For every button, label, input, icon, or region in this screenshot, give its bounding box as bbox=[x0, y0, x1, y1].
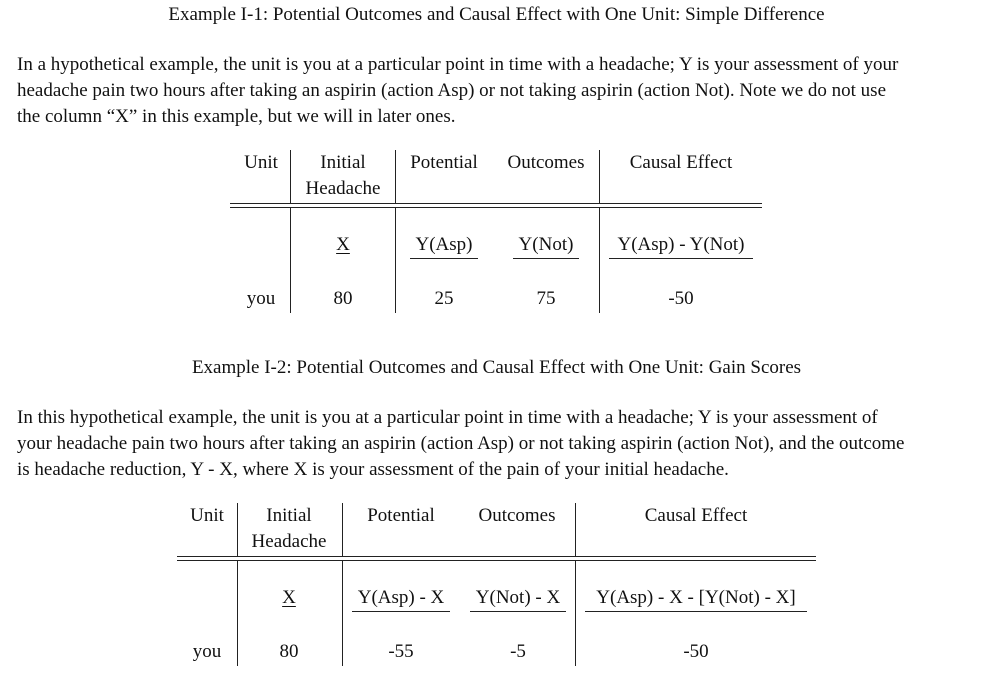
header-headache: Headache bbox=[251, 531, 327, 552]
header-outcomes: Outcomes bbox=[478, 505, 556, 526]
header-outcomes: Outcomes bbox=[507, 152, 585, 173]
column-rule bbox=[395, 150, 396, 204]
row-x: 80 bbox=[333, 288, 353, 309]
header-initial: Initial bbox=[266, 505, 312, 526]
row-causal-effect: -50 bbox=[668, 288, 694, 309]
header-unit: Unit bbox=[190, 505, 224, 526]
row-x: 80 bbox=[279, 641, 299, 662]
column-rule bbox=[575, 503, 576, 557]
header-unit: Unit bbox=[244, 152, 278, 173]
subheader-causal-effect: Y(Asp) - X - [Y(Not) - X] bbox=[585, 587, 807, 612]
example2-paragraph-line: is headache reduction, Y - X, where X is your assessment of the pain of your initial headache. bbox=[17, 459, 729, 480]
column-rule bbox=[342, 503, 343, 557]
subheader-y-not: Y(Not) bbox=[513, 234, 579, 259]
row-y-not: 75 bbox=[536, 288, 556, 309]
header-rule-bottom bbox=[177, 560, 816, 561]
example2-paragraph-line: your headache pain two hours after taking an aspirin (action Asp) or not taking aspirin (action Not), and the outcome bbox=[17, 433, 905, 454]
example2-title: Example I-2: Potential Outcomes and Causal Effect with One Unit: Gain Scores bbox=[191, 357, 802, 378]
example2-paragraph-line: In this hypothetical example, the unit is you at a particular point in time with a headache; Y is your assessment of bbox=[17, 407, 878, 428]
header-potential: Potential bbox=[367, 505, 435, 526]
row-y-asp: 25 bbox=[434, 288, 454, 309]
example1-paragraph-line: In a hypothetical example, the unit is you at a particular point in time with a headache; Y is your assessment of your bbox=[17, 54, 899, 75]
example1-title: Example I-1: Potential Outcomes and Causal Effect with One Unit: Simple Difference bbox=[168, 4, 825, 25]
example2-paragraph bbox=[17, 405, 979, 483]
example1-paragraph bbox=[17, 52, 979, 130]
subheader-x: X bbox=[282, 587, 296, 608]
column-rule bbox=[395, 208, 396, 313]
header-potential: Potential bbox=[410, 152, 478, 173]
column-rule bbox=[237, 503, 238, 557]
subheader-y-not: Y(Not) - X bbox=[470, 587, 566, 612]
subheader-x: X bbox=[336, 234, 350, 255]
header-causal-effect: Causal Effect bbox=[644, 505, 748, 526]
subheader-y-asp: Y(Asp) bbox=[410, 234, 478, 259]
row-unit: you bbox=[192, 641, 222, 662]
example1-paragraph-line: headache pain two hours after taking an aspirin (action Asp) or not taking aspirin (action Not). Note we do not use bbox=[17, 80, 887, 101]
header-headache: Headache bbox=[305, 178, 381, 199]
column-rule bbox=[599, 150, 600, 204]
row-y-not: -5 bbox=[510, 641, 526, 662]
header-rule-top bbox=[177, 556, 816, 557]
example1-paragraph-line: the column “X” in this example, but we will in later ones. bbox=[17, 106, 456, 127]
subheader-y-asp: Y(Asp) - X bbox=[352, 587, 450, 612]
row-unit: you bbox=[246, 288, 276, 309]
header-causal-effect: Causal Effect bbox=[629, 152, 733, 173]
header-rule-top bbox=[230, 203, 762, 204]
column-rule bbox=[290, 208, 291, 313]
header-initial: Initial bbox=[320, 152, 366, 173]
column-rule bbox=[575, 561, 576, 666]
column-rule bbox=[237, 561, 238, 666]
row-causal-effect: -50 bbox=[683, 641, 709, 662]
header-rule-bottom bbox=[230, 207, 762, 208]
column-rule bbox=[290, 150, 291, 204]
column-rule bbox=[342, 561, 343, 666]
column-rule bbox=[599, 208, 600, 313]
row-y-asp: -55 bbox=[388, 641, 414, 662]
subheader-causal-effect: Y(Asp) - Y(Not) bbox=[609, 234, 753, 259]
